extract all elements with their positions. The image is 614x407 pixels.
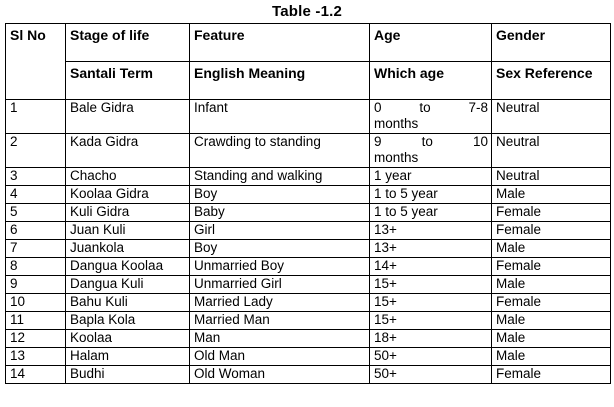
header-row-2 bbox=[6, 62, 611, 100]
sex-reference-cell: Male bbox=[492, 330, 611, 348]
table-row bbox=[6, 276, 611, 294]
english-meaning-cell: Girl bbox=[190, 222, 370, 240]
age-range-part: 0 bbox=[374, 100, 382, 115]
age-range-part: 7-8 bbox=[468, 100, 488, 115]
age-cell: 1 to 5 year bbox=[370, 186, 492, 204]
age-cell: 18+ bbox=[370, 330, 492, 348]
santali-term-cell: Kuli Gidra bbox=[66, 204, 190, 222]
sex-reference-cell: Female bbox=[492, 258, 611, 276]
age-cell: 13+ bbox=[370, 222, 492, 240]
santali-term-cell: Koolaa Gidra bbox=[66, 186, 190, 204]
header-row-1 bbox=[6, 24, 611, 62]
santali-term-cell: Dangua Kuli bbox=[66, 276, 190, 294]
age-cell: 15+ bbox=[370, 312, 492, 330]
sl-no-cell: 3 bbox=[6, 168, 66, 186]
sl-no-cell: 13 bbox=[6, 348, 66, 366]
english-meaning-cell: Unmarried Girl bbox=[190, 276, 370, 294]
english-meaning-cell: Crawding to standing bbox=[190, 134, 370, 168]
age-unit: months bbox=[374, 116, 419, 131]
sex-reference-cell: Neutral bbox=[492, 168, 611, 186]
table-row bbox=[6, 330, 611, 348]
english-meaning-cell: Boy bbox=[190, 240, 370, 258]
age-cell: 1 to 5 year bbox=[370, 204, 492, 222]
santali-term-cell: Budhi bbox=[66, 366, 190, 384]
sl-no-cell: 6 bbox=[6, 222, 66, 240]
age-range-part: 10 bbox=[472, 134, 488, 149]
santali-term-cell: Juankola bbox=[66, 240, 190, 258]
table-row bbox=[6, 366, 611, 384]
table-row bbox=[6, 258, 611, 276]
santali-term-cell: Bapla Kola bbox=[66, 312, 190, 330]
age-range-part: to bbox=[419, 100, 431, 115]
santali-term-cell: Bale Gidra bbox=[66, 100, 190, 134]
sl-no-cell: 2 bbox=[6, 134, 66, 168]
sex-reference-cell: Female bbox=[492, 222, 611, 240]
header-feature: Feature bbox=[190, 24, 370, 62]
sex-reference-cell: Male bbox=[492, 186, 611, 204]
sl-no-cell: 14 bbox=[6, 366, 66, 384]
sl-no-cell: 8 bbox=[6, 258, 66, 276]
age-range-part: 9 bbox=[374, 134, 382, 149]
sl-no-cell: 9 bbox=[6, 276, 66, 294]
sex-reference-cell: Neutral bbox=[492, 100, 611, 134]
english-meaning-cell: Baby bbox=[190, 204, 370, 222]
header-english-meaning: English Meaning bbox=[190, 62, 370, 100]
header-santali-term: Santali Term bbox=[66, 62, 190, 100]
table-row bbox=[6, 168, 611, 186]
age-cell: 50+ bbox=[370, 366, 492, 384]
sl-no-cell: 10 bbox=[6, 294, 66, 312]
english-meaning-cell: Man bbox=[190, 330, 370, 348]
sl-no-cell: 5 bbox=[6, 204, 66, 222]
header-stage-of-life: Stage of life bbox=[66, 24, 190, 62]
age-cell: 15+ bbox=[370, 276, 492, 294]
age-cell: 15+ bbox=[370, 294, 492, 312]
table-row bbox=[6, 134, 611, 168]
sl-no-cell: 12 bbox=[6, 330, 66, 348]
english-meaning-cell: Old Man bbox=[190, 348, 370, 366]
english-meaning-cell: Married Man bbox=[190, 312, 370, 330]
sex-reference-cell: Male bbox=[492, 240, 611, 258]
english-meaning-cell: Infant bbox=[190, 100, 370, 134]
table-row bbox=[6, 100, 611, 134]
age-cell: 50+ bbox=[370, 348, 492, 366]
sex-reference-cell: Male bbox=[492, 312, 611, 330]
sex-reference-cell: Female bbox=[492, 204, 611, 222]
english-meaning-cell: Boy bbox=[190, 186, 370, 204]
age-cell: 1 year bbox=[370, 168, 492, 186]
age-range-line bbox=[374, 100, 488, 116]
table-row bbox=[6, 294, 611, 312]
santali-term-cell: Koolaa bbox=[66, 330, 190, 348]
sl-no-cell: 7 bbox=[6, 240, 66, 258]
english-meaning-cell: Standing and walking bbox=[190, 168, 370, 186]
sex-reference-cell: Female bbox=[492, 366, 611, 384]
santali-term-cell: Kada Gidra bbox=[66, 134, 190, 168]
santali-term-cell: Halam bbox=[66, 348, 190, 366]
header-sl-no: Sl No bbox=[6, 24, 66, 100]
english-meaning-cell: Married Lady bbox=[190, 294, 370, 312]
age-unit: months bbox=[374, 150, 419, 165]
table-row bbox=[6, 186, 611, 204]
age-cell: 13+ bbox=[370, 240, 492, 258]
table-row bbox=[6, 348, 611, 366]
table-title: Table -1.2 bbox=[271, 3, 343, 20]
sl-no-cell: 11 bbox=[6, 312, 66, 330]
santali-term-cell: Dangua Koolaa bbox=[66, 258, 190, 276]
age-range-part: to bbox=[421, 134, 433, 149]
table-row bbox=[6, 240, 611, 258]
sl-no-cell: 4 bbox=[6, 186, 66, 204]
english-meaning-cell: Old Woman bbox=[190, 366, 370, 384]
table-row bbox=[6, 312, 611, 330]
header-age: Age bbox=[370, 24, 492, 62]
table-row bbox=[6, 222, 611, 240]
santali-term-cell: Juan Kuli bbox=[66, 222, 190, 240]
table-row bbox=[6, 204, 611, 222]
sl-no-cell: 1 bbox=[6, 100, 66, 134]
header-sex-reference: Sex Reference bbox=[492, 62, 611, 100]
santali-term-cell: Bahu Kuli bbox=[66, 294, 190, 312]
age-range-line bbox=[374, 134, 488, 150]
age-cell: 14+ bbox=[370, 258, 492, 276]
sex-reference-cell: Male bbox=[492, 348, 611, 366]
english-meaning-cell: Unmarried Boy bbox=[190, 258, 370, 276]
age-cell bbox=[370, 100, 492, 134]
header-which-age: Which age bbox=[370, 62, 492, 100]
header-gender: Gender bbox=[492, 24, 611, 62]
age-cell bbox=[370, 134, 492, 168]
sex-reference-cell: Male bbox=[492, 276, 611, 294]
santali-term-cell: Chacho bbox=[66, 168, 190, 186]
sex-reference-cell: Neutral bbox=[492, 134, 611, 168]
life-stage-table bbox=[5, 23, 611, 384]
sex-reference-cell: Female bbox=[492, 294, 611, 312]
